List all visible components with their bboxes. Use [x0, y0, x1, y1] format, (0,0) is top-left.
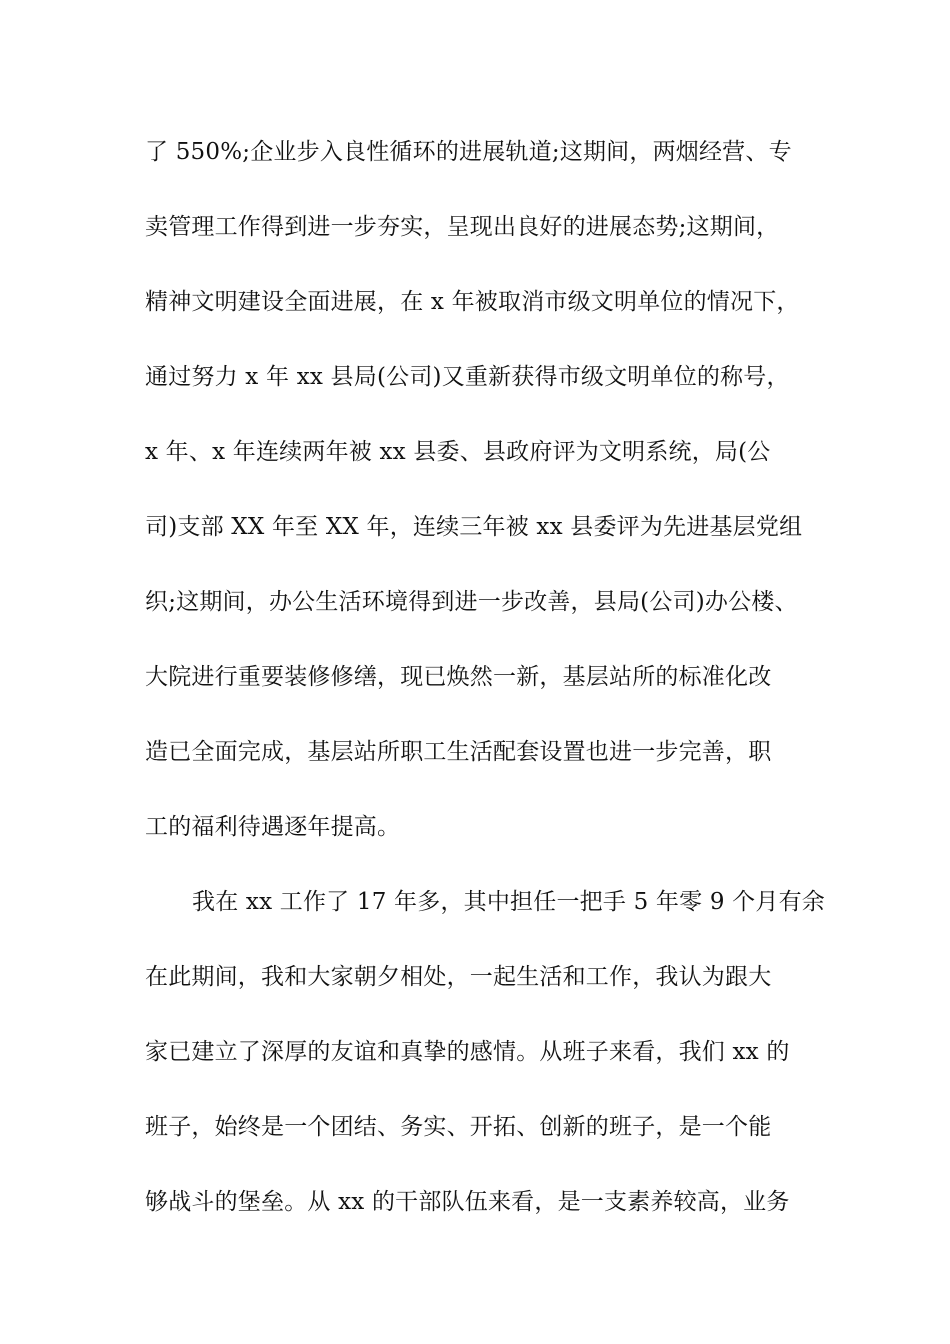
paragraph-1-line-4: 通过努力 x 年 xx 县局(公司)又重新获得市级文明单位的称号，	[145, 364, 790, 390]
paragraph-1-line-10: 工的福利待遇逐年提高。	[145, 814, 401, 840]
paragraph-1-line-6: 司)支部 XX 年至 XX 年，连续三年被 xx 县委评为先进基层党组	[145, 514, 803, 540]
paragraph-2-line-3: 家已建立了深厚的友谊和真挚的感情。从班子来看，我们 xx 的	[145, 1039, 790, 1065]
paragraph-1-line-8: 大院进行重要装修修缮，现已焕然一新，基层站所的标准化改	[145, 664, 772, 690]
paragraph-2-line-5: 够战斗的堡垒。从 xx 的干部队伍来看，是一支素养较高，业务	[145, 1189, 790, 1215]
paragraph-1-line-2: 卖管理工作得到进一步夯实，呈现出良好的进展态势;这期间，	[145, 214, 780, 240]
paragraph-1-line-5: x 年、x 年连续两年被 xx 县委、县政府评为文明系统，局(公	[145, 439, 771, 465]
paragraph-1-line-7: 织;这期间，办公生活环境得到进一步改善，县局(公司)办公楼、	[145, 589, 798, 615]
paragraph-1-line-1: 了 550%;企业步入良性循环的进展轨道;这期间，两烟经营、专	[145, 139, 792, 165]
paragraph-1-line-9: 造已全面完成，基层站所职工生活配套设置也进一步完善，职	[145, 739, 772, 765]
paragraph-2-line-1: 我在 xx 工作了 17 年多，其中担任一把手 5 年零 9 个月有余	[192, 889, 825, 915]
paragraph-1-line-3: 精神文明建设全面进展，在 x 年被取消市级文明单位的情况下，	[145, 289, 800, 315]
paragraph-2-line-4: 班子，始终是一个团结、务实、开拓、创新的班子，是一个能	[145, 1114, 772, 1140]
paragraph-2-line-2: 在此期间，我和大家朝夕相处，一起生活和工作，我认为跟大	[145, 964, 772, 990]
